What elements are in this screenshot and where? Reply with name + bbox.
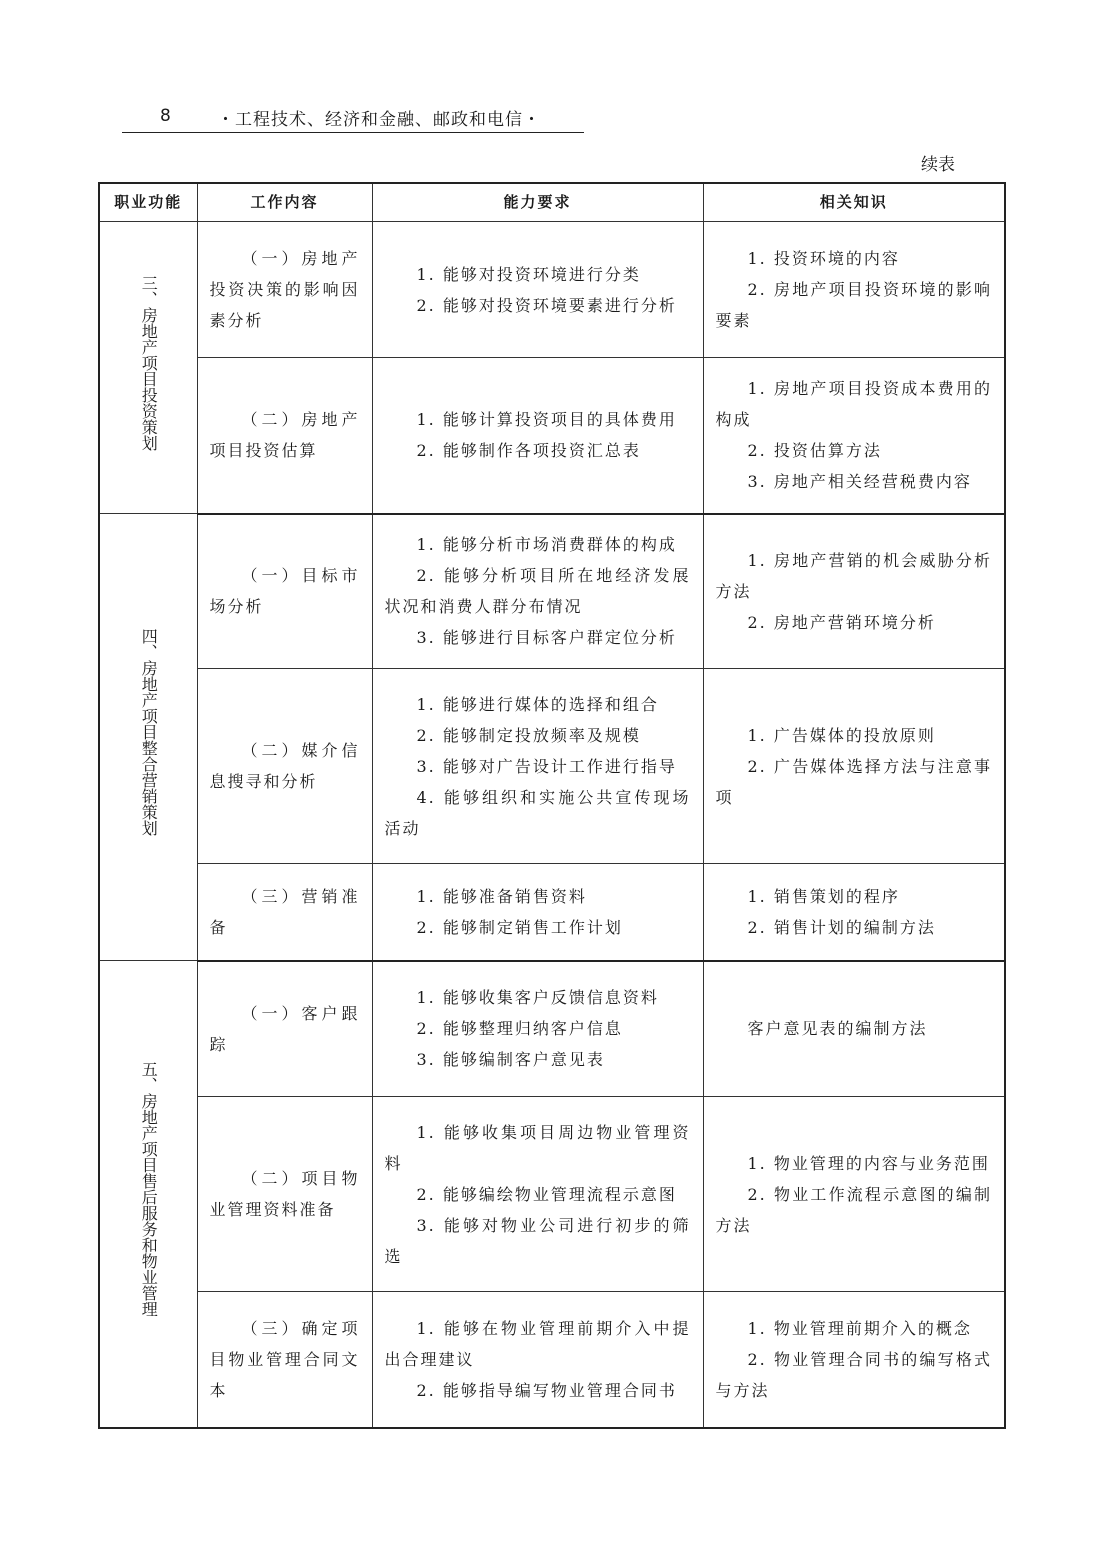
column-header: 相关知识	[703, 183, 1005, 222]
ability-item: 2. 能够编绘物业管理流程示意图	[416, 1184, 677, 1204]
work-content: （二）媒介信息搜寻和分析	[209, 741, 360, 791]
ability-item: 4. 能够组织和实施公共宣传现场活动	[384, 787, 691, 838]
related-knowledge-cell	[703, 1097, 1005, 1292]
occupation-function: 三、房地产项目投资策划	[139, 274, 159, 451]
work-content-cell	[197, 222, 372, 358]
ability-item: 1. 能够收集项目周边物业管理资料	[384, 1122, 691, 1173]
table-row	[99, 358, 1005, 514]
ability-requirements-cell	[372, 222, 703, 358]
related-knowledge-cell	[703, 669, 1005, 864]
knowledge-item: 1. 广告媒体的投放原则	[747, 725, 936, 745]
ability-item: 2. 能够分析项目所在地经济发展状况和消费人群分布情况	[384, 566, 691, 617]
ability-item: 1. 能够分析市场消费群体的构成	[416, 535, 677, 555]
knowledge-item: 1. 物业管理前期介入的概念	[747, 1318, 972, 1338]
ability-requirements-cell	[372, 1097, 703, 1292]
ability-item: 1. 能够收集客户反馈信息资料	[416, 988, 659, 1008]
work-content: （三）确定项目物业管理合同文本	[209, 1318, 360, 1400]
ability-requirements-cell	[372, 1292, 703, 1428]
related-knowledge-cell	[703, 222, 1005, 358]
ability-item: 3. 能够对物业公司进行初步的筛选	[384, 1215, 691, 1266]
related-knowledge-cell	[703, 864, 1005, 961]
table-row	[99, 514, 1005, 669]
page-number: 8	[160, 106, 171, 126]
related-knowledge-cell	[703, 514, 1005, 669]
ability-item: 3. 能够进行目标客户群定位分析	[416, 628, 677, 648]
ability-requirements-cell	[372, 961, 703, 1097]
ability-item: 1. 能够计算投资项目的具体费用	[416, 410, 677, 430]
column-header: 能力要求	[372, 183, 703, 222]
knowledge-item: 客户意见表的编制方法	[747, 1019, 928, 1039]
continued-label: 续表	[921, 155, 955, 175]
ability-requirements-cell	[372, 669, 703, 864]
ability-requirements-cell	[372, 864, 703, 961]
work-content: （三）营销准备	[209, 886, 360, 937]
ability-item: 1. 能够在物业管理前期介入中提出合理建议	[384, 1318, 691, 1369]
table-row	[99, 961, 1005, 1097]
ability-requirements-cell	[372, 358, 703, 514]
knowledge-item: 1. 投资环境的内容	[747, 249, 900, 268]
work-content-cell	[197, 514, 372, 669]
related-knowledge-cell	[703, 1292, 1005, 1428]
knowledge-item: 2. 广告媒体选择方法与注意事项	[715, 756, 992, 807]
table-header-row	[99, 183, 1005, 222]
ability-item: 2. 能够整理归纳客户信息	[416, 1019, 623, 1039]
knowledge-item: 1. 房地产营销的机会威胁分析方法	[715, 550, 992, 601]
knowledge-item: 2. 销售计划的编制方法	[747, 917, 936, 937]
ability-item: 3. 能够编制客户意见表	[416, 1050, 605, 1070]
work-content: （二）房地产项目投资估算	[209, 410, 360, 461]
table-row	[99, 864, 1005, 961]
work-content-cell	[197, 1097, 372, 1292]
column-header: 工作内容	[197, 183, 372, 222]
work-content: （一）目标市场分析	[209, 566, 360, 617]
occupation-function-cell	[99, 222, 197, 514]
knowledge-item: 1. 物业管理的内容与业务范围	[747, 1153, 990, 1173]
knowledge-item: 2. 房地产营销环境分析	[747, 612, 936, 632]
knowledge-item: 2. 物业管理合同书的编写格式与方法	[715, 1349, 992, 1400]
ability-item: 1. 能够进行媒体的选择和组合	[416, 694, 659, 714]
ability-requirements-cell	[372, 514, 703, 669]
table-row	[99, 222, 1005, 358]
skills-table	[98, 182, 1006, 1429]
page-header	[122, 100, 584, 133]
knowledge-item: 2. 投资估算方法	[747, 441, 882, 461]
knowledge-item: 3. 房地产相关经营税费内容	[747, 472, 972, 492]
ability-item: 1. 能够准备销售资料	[416, 886, 587, 906]
ability-item: 2. 能够制作各项投资汇总表	[416, 441, 641, 461]
table-row	[99, 669, 1005, 864]
table-row	[99, 1097, 1005, 1292]
table-row	[99, 1292, 1005, 1428]
knowledge-item: 1. 销售策划的程序	[747, 886, 900, 906]
work-content-cell	[197, 358, 372, 514]
work-content: （一）房地产投资决策的影响因素分析	[209, 249, 360, 330]
ability-item: 2. 能够制定投放频率及规模	[416, 725, 641, 745]
occupation-function-cell	[99, 961, 197, 1428]
knowledge-item: 2. 房地产项目投资环境的影响要素	[715, 280, 992, 330]
running-title: ・工程技术、经济和金融、邮政和电信・	[217, 110, 541, 130]
work-content-cell	[197, 669, 372, 864]
ability-item: 2. 能够制定销售工作计划	[416, 917, 623, 937]
occupation-function: 四、房地产项目整合营销策划	[139, 628, 159, 836]
work-content: （一）客户跟踪	[209, 1003, 360, 1054]
knowledge-item: 2. 物业工作流程示意图的编制方法	[715, 1184, 992, 1235]
column-header: 职业功能	[99, 183, 197, 222]
work-content-cell	[197, 1292, 372, 1428]
related-knowledge-cell	[703, 961, 1005, 1097]
work-content: （二）项目物业管理资料准备	[209, 1169, 360, 1219]
ability-item: 2. 能够对投资环境要素进行分析	[416, 295, 677, 315]
ability-item: 1. 能够对投资环境进行分类	[416, 264, 641, 284]
work-content-cell	[197, 864, 372, 961]
related-knowledge-cell	[703, 358, 1005, 514]
work-content-cell	[197, 961, 372, 1097]
ability-item: 2. 能够指导编写物业管理合同书	[416, 1380, 677, 1400]
occupation-function: 五、房地产项目售后服务和物业管理	[139, 1060, 159, 1317]
ability-item: 3. 能够对广告设计工作进行指导	[416, 756, 677, 776]
knowledge-item: 1. 房地产项目投资成本费用的构成	[715, 379, 992, 430]
occupation-function-cell	[99, 514, 197, 961]
